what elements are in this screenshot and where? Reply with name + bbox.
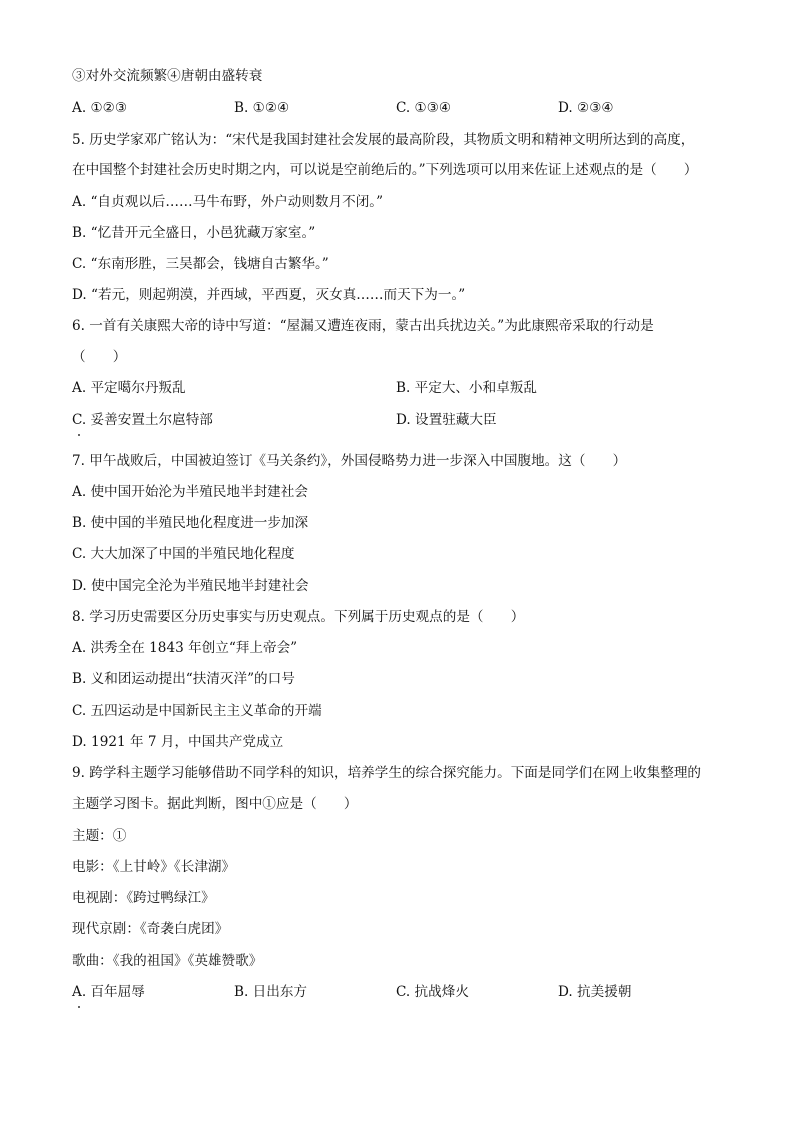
q5-option-a: A. “自贞观以后……马牛布野，外户动则数月不闭。”: [72, 194, 384, 210]
q9-stem-line2: 主题学习图卡。据此判断，图中①应是（ ）: [72, 796, 358, 812]
q8-option-a: A. 洪秀全在 1843 年创立“拜上帝会”: [72, 640, 298, 656]
q8-option-d: D. 1921 年 7 月，中国共产党成立: [72, 734, 284, 750]
q6-option-d: D. 设置驻藏大臣: [396, 412, 497, 428]
q6-options-row2: [72, 410, 722, 430]
q7-option-c: C. 大大加深了中国的半殖民地化程度: [72, 546, 295, 562]
scan-speck: [78, 1006, 80, 1008]
q9-card-tv: 电视剧：《跨过鸭绿江》: [72, 890, 215, 906]
q9-option-b: B. 日出东方: [234, 984, 308, 1000]
q9-option-c: C. 抗战烽火: [396, 984, 469, 1000]
q9-stem-line1: 9. 跨学科主题学习能够借助不同学科的知识，培养学生的综合探究能力。下面是同学们在网上收集整理的: [72, 765, 702, 781]
q7-stem: 7. 甲午战败后，中国被迫签订《马关条约》，外国侵略势力进一步深入中国腹地。这（ ）: [72, 453, 627, 469]
q4-option-c: C. ①③④: [396, 100, 452, 116]
q6-options-row1: [72, 378, 722, 398]
q9-card-song: 歌曲：《我的祖国》《英雄赞歌》: [72, 953, 263, 969]
q4-options: [72, 98, 722, 118]
q4-option-d: D. ②③④: [558, 100, 614, 116]
q9-card-film: 电影：《上甘岭》《长津湖》: [72, 859, 236, 875]
q5-stem-line1: 5. 历史学家邓广铭认为：“宋代是我国封建社会发展的最高阶段，其物质文明和精神文明所达到的高度，: [72, 132, 695, 148]
q9-options: [72, 982, 722, 1002]
q6-option-b: B. 平定大、小和卓叛乱: [396, 380, 537, 396]
q8-stem: 8. 学习历史需要区分历史事实与历史观点。下列属于历史观点的是（ ）: [72, 609, 525, 625]
q8-option-c: C. 五四运动是中国新民主主义革命的开端: [72, 703, 322, 719]
q5-option-b: B. “忆昔开元全盛日，小邑犹藏万家室。”: [72, 225, 316, 241]
q5-option-c: C. “东南形胜，三吴都会，钱塘自古繁华。”: [72, 256, 329, 272]
q7-option-d: D. 使中国完全沦为半殖民地半封建社会: [72, 578, 309, 594]
q9-card-opera: 现代京剧：《奇袭白虎团》: [72, 921, 229, 937]
q5-option-d: D. “若元，则起朔漠，并西域，平西夏，灭女真……而天下为一。”: [72, 287, 466, 303]
q4-option-a: A. ①②③: [72, 100, 128, 116]
q7-option-b: B. 使中国的半殖民地化程度进一步加深: [72, 515, 309, 531]
q4-stem-continuation: ③对外交流频繁④唐朝由盛转衰: [72, 68, 263, 84]
q7-option-a: A. 使中国开始沦为半殖民地半封建社会: [72, 484, 308, 500]
q9-card-topic: 主题：①: [72, 828, 127, 844]
q6-option-a: A. 平定噶尔丹叛乱: [72, 380, 186, 396]
q9-option-d: D. 抗美援朝: [558, 984, 632, 1000]
q6-stem-line1: 6. 一首有关康熙大帝的诗中写道：“屋漏又遭连夜雨，蒙古出兵扰边关。”为此康熙帝采取的行动是: [72, 318, 654, 334]
q8-option-b: B. 义和团运动提出“扶清灭洋”的口号: [72, 671, 295, 687]
q5-stem-line2: 在中国整个封建社会历史时期之内，可以说是空前绝后的。”下列选项可以用来佐证上述观点的是（ ）: [72, 162, 698, 178]
q4-option-b: B. ①②④: [234, 100, 290, 116]
scan-speck: [78, 434, 80, 436]
q9-option-a: A. 百年屈辱: [72, 984, 145, 1000]
q6-stem-line2: （ ）: [72, 349, 127, 365]
q6-option-c: C. 妥善安置土尔扈特部: [72, 412, 213, 428]
